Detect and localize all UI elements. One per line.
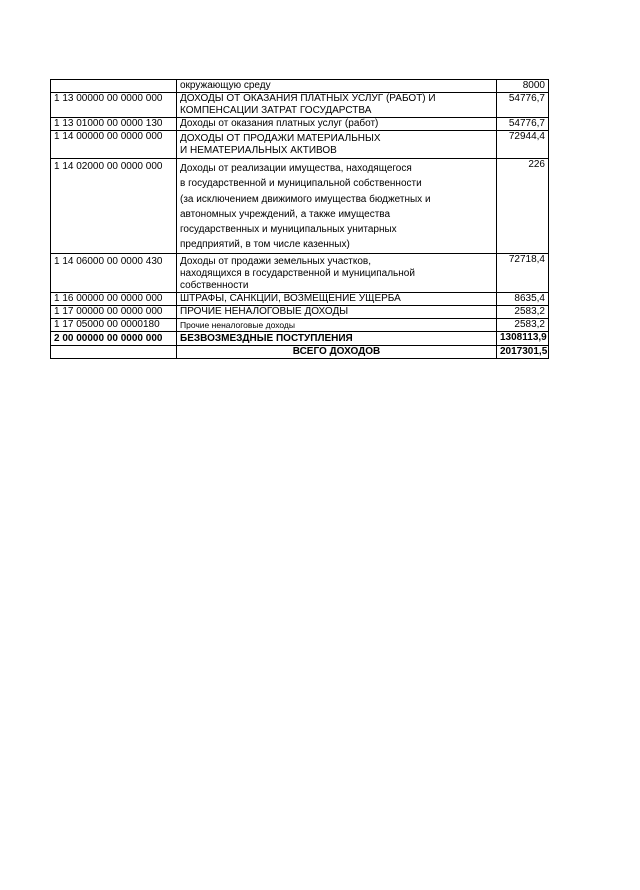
row-code: 1 16 00000 00 0000 000 [51, 292, 177, 305]
revenue-table-page [50, 79, 548, 359]
row-sum: 72718,4 [497, 253, 549, 292]
row-name [177, 118, 497, 131]
table-row [51, 318, 549, 331]
row-name [177, 159, 497, 254]
table-row [51, 253, 549, 292]
row-name [177, 93, 497, 118]
row-name-line: в государственной и муниципальной собственности [180, 178, 422, 190]
row-code: 1 17 00000 00 0000 000 [51, 305, 177, 318]
row-code: 2 00 00000 00 0000 000 [51, 331, 177, 345]
row-name-line: ДОХОДЫ ОТ ОКАЗАНИЯ ПЛАТНЫХ УСЛУГ (РАБОТ) И [180, 93, 436, 104]
table-row [51, 292, 549, 305]
row-sum: 1308113,9 [497, 331, 549, 345]
row-sum: 8000 [497, 80, 549, 93]
row-sum: 8635,4 [497, 292, 549, 305]
row-name [177, 318, 497, 331]
row-code [51, 345, 177, 358]
row-code: 1 13 00000 00 0000 000 [51, 93, 177, 118]
row-name-line: ВСЕГО ДОХОДОВ [292, 345, 381, 357]
row-code: 1 14 06000 00 0000 430 [51, 253, 177, 292]
row-name-line: находящихся в государственной и муниципальной [180, 267, 415, 279]
table-row [51, 331, 549, 345]
table-row [51, 159, 549, 254]
revenue-table [50, 79, 549, 359]
row-name-line: предприятий, в том числе казенных) [180, 239, 350, 251]
row-sum: 2583,2 [497, 318, 549, 331]
table-row [51, 131, 549, 159]
row-name [177, 80, 497, 93]
row-name-line: И НЕМАТЕРИАЛЬНЫХ АКТИВОВ [180, 145, 337, 156]
row-name-line: ПРОЧИЕ НЕНАЛОГОВЫЕ ДОХОДЫ [180, 305, 349, 317]
row-name [177, 305, 497, 318]
row-sum: 54776,7 [497, 118, 549, 131]
row-name-line: окружающую среду [180, 80, 271, 91]
row-name-line: автономных учреждений, а также имущества [180, 208, 391, 220]
row-name [177, 292, 497, 305]
table-row [51, 305, 549, 318]
row-sum: 226 [497, 159, 549, 254]
row-name-line: государственных и муниципальных унитарных [180, 224, 397, 236]
table-row [51, 93, 549, 118]
row-code: 1 14 00000 00 0000 000 [51, 131, 177, 159]
row-sum: 72944,4 [497, 131, 549, 159]
row-sum: 2583,2 [497, 305, 549, 318]
row-name-line: БЕЗВОЗМЕЗДНЫЕ ПОСТУПЛЕНИЯ [180, 332, 353, 344]
row-name [177, 131, 497, 159]
row-name-line: Прочие неналоговые доходы [180, 319, 295, 330]
row-name-line: ШТРАФЫ, САНКЦИИ, ВОЗМЕЩЕНИЕ УЩЕРБА [180, 292, 401, 304]
row-code: 1 13 01000 00 0000 130 [51, 118, 177, 131]
row-name [177, 253, 497, 292]
row-name-line: КОМПЕНСАЦИИ ЗАТРАТ ГОСУДАРСТВА [180, 105, 372, 116]
row-name-line: Доходы от продажи земельных участков, [180, 255, 371, 267]
row-name [177, 345, 497, 358]
table-row-total [51, 345, 549, 358]
row-sum: 54776,7 [497, 93, 549, 118]
row-name-line: (за исключением движимого имущества бюджетных и [180, 193, 431, 205]
row-name-line: собственности [180, 279, 249, 291]
row-sum: 2017301,5 [497, 345, 549, 358]
row-name-line: ДОХОДЫ ОТ ПРОДАЖИ МАТЕРИАЛЬНЫХ [180, 133, 381, 144]
table-row [51, 80, 549, 93]
row-name-line: Доходы от оказания платных услуг (работ) [180, 118, 379, 129]
row-code [51, 80, 177, 93]
row-code: 1 17 05000 00 0000180 [51, 318, 177, 331]
row-name [177, 331, 497, 345]
row-code: 1 14 02000 00 0000 000 [51, 159, 177, 254]
row-name-line: Доходы от реализации имущества, находящегося [180, 163, 412, 174]
table-row [51, 118, 549, 131]
